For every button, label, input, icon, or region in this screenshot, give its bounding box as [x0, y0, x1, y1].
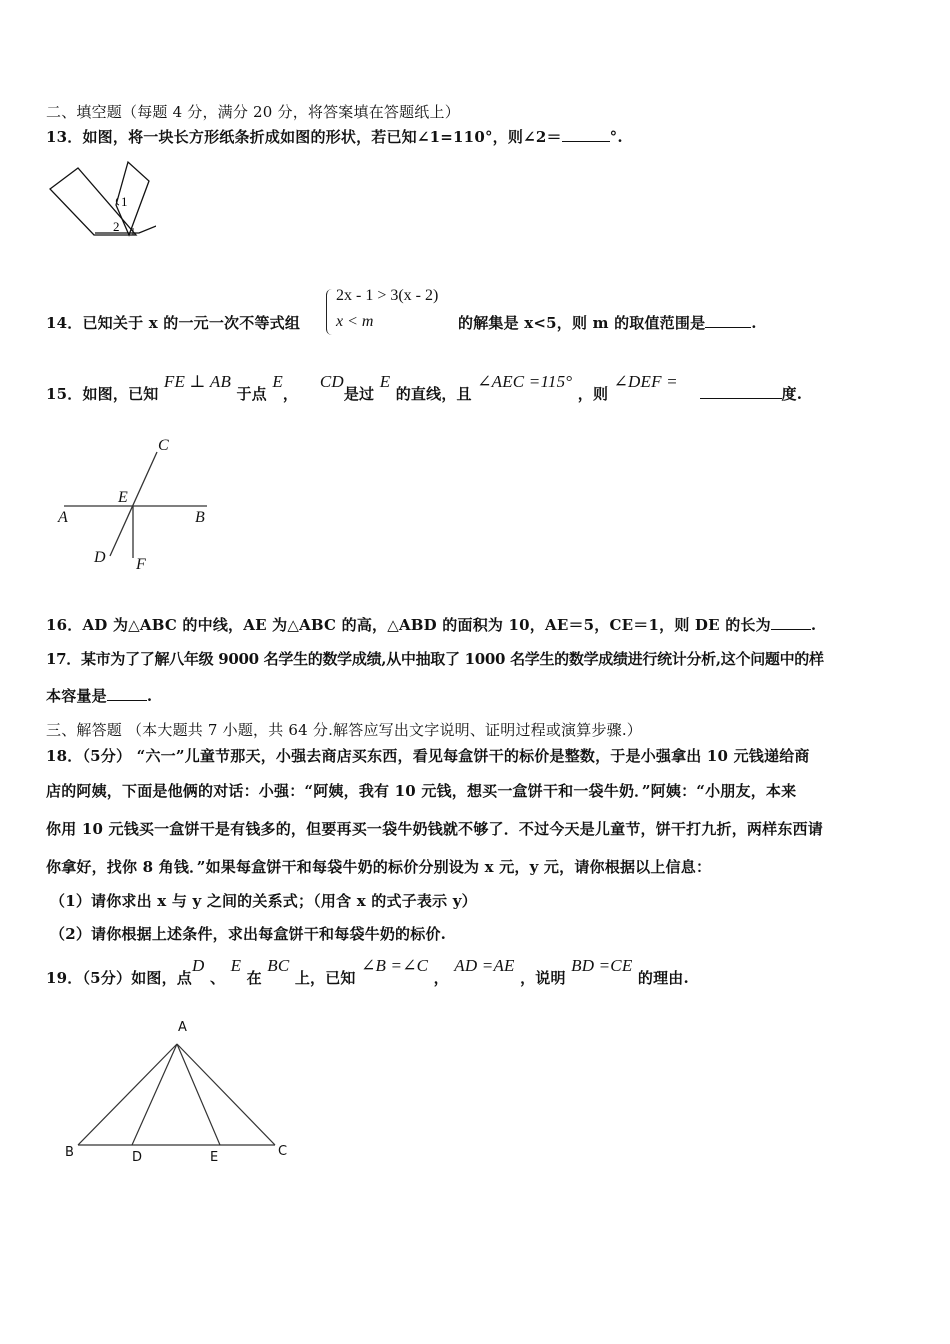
- question-14-suffix-text: 的解集是 x<5，则 m 的取值范围是: [458, 314, 706, 332]
- q17-text: 本容量是: [46, 687, 107, 705]
- figure-perpendicular-lines: [52, 436, 222, 576]
- question-18-sub-1: （1）请你求出 x 与 y 之间的关系式；（用含 x 的式子表示 y）: [50, 892, 477, 910]
- q15-math-angle-def: ∠DEF =: [613, 372, 678, 391]
- q15-tail: 度.: [781, 385, 803, 403]
- angle-2-label: 2: [113, 219, 120, 234]
- point-b-label: B: [195, 509, 205, 526]
- q19-text-4: 上，已知: [294, 969, 356, 987]
- question-13-tail: °.: [609, 128, 623, 146]
- q19-text-7: 的理由.: [637, 969, 689, 987]
- q19-text-6: ，说明: [520, 969, 566, 987]
- q19-math-e: E: [230, 956, 242, 975]
- section-2-title: 二、填空题（每题 4 分，满分 20 分，将答案填在答题纸上）: [46, 103, 460, 121]
- q15-text-1: 15．如图，已知: [46, 385, 159, 403]
- question-15: [46, 372, 803, 404]
- angle-1-label: 1: [121, 194, 128, 209]
- answer-blank: [107, 686, 147, 701]
- q16-tail: .: [810, 616, 817, 634]
- answer-blank: [705, 313, 751, 328]
- vertex-c-label: C: [278, 1144, 288, 1159]
- q15-math-e: E: [272, 372, 283, 391]
- question-18-line-3: 你用 10 元钱买一盒饼干是有钱多的，但要再买一袋牛奶钱就不够了．不过今天是儿童节，饼干打九折，两样东西请: [46, 820, 823, 838]
- figure-triangle-abc: [60, 1015, 300, 1165]
- q15-text-2: 于点: [236, 385, 267, 403]
- left-brace: [326, 289, 334, 335]
- q16-text: 16．AD 为△ABC 的中线，AE 为△ABC 的高，△ABD 的面积为 10，AE＝5，CE＝1，则 DE 的长为: [46, 616, 771, 634]
- section-3-title: 三、解答题 （本大题共 7 小题，共 64 分.解答应写出文字说明、证明过程或演算步骤.）: [46, 721, 643, 739]
- figure-folded-strip: [46, 158, 156, 238]
- point-f-label: F: [136, 556, 146, 573]
- q19-text-5: ，: [433, 969, 449, 987]
- question-18-line-2: 店的阿姨，下面是他俩的对话：小强：“阿姨，我有 10 元钱，想买一盒饼干和一袋牛奶．”阿姨：“小朋友，本来: [46, 782, 797, 800]
- question-18-line-4: 你拿好，找你 8 角钱．”如果每盒饼干和每袋牛奶的标价分别设为 x 元，y 元，请你根据以上信息：: [46, 858, 712, 876]
- q19-math-bc: BC: [267, 956, 290, 975]
- vertex-b-label: B: [65, 1145, 74, 1160]
- q17-tail: .: [146, 687, 153, 705]
- q19-text-1: 19．（5分）如图，点: [46, 969, 193, 987]
- point-c-label: C: [158, 437, 169, 454]
- q15-math-e2: E: [379, 372, 391, 391]
- question-16: [46, 615, 816, 635]
- question-17-line-1: 17．某市为了了解八年级 9000 名学生的数学成绩,从中抽取了 1000 名学生的数学成绩进行统计分析,这个问题中的样: [46, 650, 824, 668]
- point-e-label: E: [210, 1150, 219, 1165]
- point-a-label: A: [58, 509, 68, 526]
- q19-math-bd-eq-ce: BD =CE: [571, 956, 633, 975]
- q15-text-5: 的直线，且: [395, 385, 472, 403]
- system-row-1: 2x - 1 > 3(x - 2): [336, 287, 439, 304]
- answer-blank: [562, 127, 610, 142]
- question-13-text: 13．如图，将一块长方形纸条折成如图的形状，若已知∠1=110°，则∠2＝: [46, 128, 562, 146]
- q19-text-2: 、: [209, 969, 226, 987]
- q15-text-4: 是过: [343, 385, 375, 403]
- q15-text-6: ，则: [577, 385, 609, 403]
- q15-math-cd: CD: [319, 372, 344, 391]
- point-e-label: E: [118, 489, 128, 506]
- q15-math-fe-perp-ab: FE ⊥ AB: [163, 372, 232, 391]
- answer-blank: [700, 384, 782, 399]
- question-19: [46, 956, 689, 988]
- question-14-prefix: 14．已知关于 x 的一元一次不等式组: [46, 314, 301, 332]
- q19-math-angle-b-eq-c: ∠B =∠C: [361, 956, 429, 975]
- question-14-tail: .: [751, 314, 757, 332]
- vertex-a-label: A: [178, 1020, 187, 1035]
- question-13: [46, 127, 623, 147]
- question-18-sub-2: （2）请你根据上述条件，求出每盒饼干和每袋牛奶的标价.: [50, 925, 447, 943]
- point-d-label: D: [94, 549, 106, 566]
- question-17-line-2: [46, 686, 152, 706]
- q15-math-angle-aec: ∠AEC =115°: [477, 372, 573, 391]
- q19-text-3: 在: [246, 969, 262, 987]
- q19-math-d: D: [192, 956, 205, 975]
- point-d-label: D: [132, 1150, 143, 1165]
- question-14-suffix: [458, 313, 757, 333]
- q19-math-ad-eq-ae: AD =AE: [454, 956, 515, 975]
- question-18-line-1: 18．（5分） “六一”儿童节那天，小强去商店买东西，看见每盒饼干的标价是整数，于是小强拿出 10 元钱递给商: [46, 747, 810, 765]
- answer-blank: [771, 615, 811, 630]
- system-row-2: x < m: [336, 313, 374, 330]
- q15-text-3: ，: [282, 385, 299, 403]
